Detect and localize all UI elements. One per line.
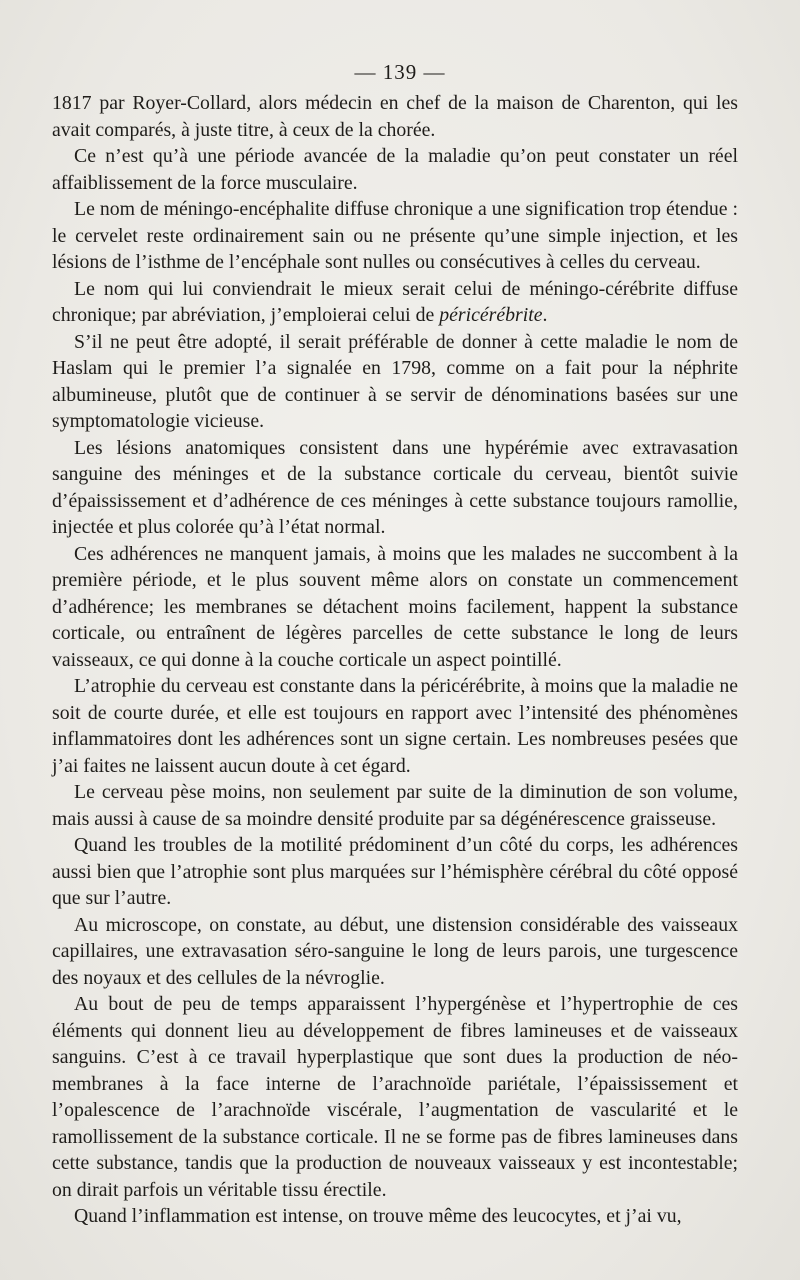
paragraph-text: Le nom qui lui conviendrait le mieux serait celui de méningo-cérébrite diffuse chronique; par abréviation, j’emploierai celui de xyxy=(52,277,738,326)
paragraph-microscope: Au microscope, on constate, au début, une distension considérable des vaisseaux capillaires, une extravasation séro-sanguine le long de leurs parois, une turgescence des noyaux et des cellules de la névroglie. xyxy=(52,913,738,989)
paragraph-muscular-weakness: Ce n’est qu’à une période avancée de la maladie qu’on peut constater un réel affaiblissement de la force musculaire. xyxy=(52,145,738,194)
paragraph-continuation: 1817 par Royer-Collard, alors médecin en chef de la maison de Charenton, qui les avait comparés, à juste titre, à ceux de la chorée. xyxy=(52,92,738,141)
paragraph-inflammation: Quand l’inflammation est intense, on trouve même des leucocytes, et j’ai vu, xyxy=(74,1205,682,1227)
paragraph-text: . xyxy=(542,304,548,326)
paragraph-hypergenesis: Au bout de peu de temps apparaissent l’hypergénèse et l’hypertrophie de ces éléments qui donnent lieu au développement de fibres lamineuses et de vaisseaux sanguins. C’est à ce travail hyperplastique que sont dues la production de néo-membranes à la face interne de l’arachnoïde pariétale, l’épaississement et l’opalescence de l’arachnoïde viscérale, l’augmentation de vascularité et le ramollissement de la substance corticale. Il ne se forme pas de fibres lamineuses dans cette substance, tandis que la production de nouveaux vaisseaux y est incontestable; on dirait parfois un véritable tissu érectile. xyxy=(52,993,738,1201)
paragraph-anatomical-lesions: Les lésions anatomiques consistent dans une hypérémie avec extravasation sanguine des méninges et de la substance corticale du cerveau, bientôt suivie d’épaississement et d’adhérence de ces méninges à cette substance toujours ramollie, injectée et plus colorée qu’à l’état normal. xyxy=(52,436,738,538)
paragraph-haslam: S’il ne peut être adopté, il serait préférable de donner à cette maladie le nom de Haslam qui le premier l’a signalée en 1798, comme on a fait pour la néphrite albumineuse, plutôt que de continuer à se servir de dénominations basées sur une symptomatologie vicieuse. xyxy=(52,330,738,432)
paragraph-motility: Quand les troubles de la motilité prédominent d’un côté du corps, les adhérences aussi bien que l’atrophie sont plus marquées sur l’hémisphère cérébral du côté opposé que sur l’autre. xyxy=(52,834,738,909)
paragraph-pericerebrite-name xyxy=(52,276,738,329)
page-number: — 139 — xyxy=(354,60,446,84)
paragraph-brain-weight: Le cerveau pèse moins, non seulement par suite de la diminution de son volume, mais aussi à cause de sa moindre densité produite par sa dégénérescence graisseuse. xyxy=(52,781,738,830)
paragraph-meningo-encephalitis: Le nom de méningo-encéphalite diffuse chronique a une signification trop étendue : le cervelet reste ordinairement sain ou ne présente qu’une simple injection, et les lésions de l’isthme de l’encéphale sont nulles ou consécutives à celles du cerveau. xyxy=(52,198,738,273)
paragraph-atrophy: L’atrophie du cerveau est constante dans la péricérébrite, à moins que la maladie ne soit de courte durée, et elle est toujours en rapport avec l’intensité des phénomènes inflammatoires dont les adhérences sont un signe certain. Les nombreuses pesées que j’ai faites ne laissent aucun doute à cet égard. xyxy=(52,675,738,777)
body-text xyxy=(52,90,738,1230)
emphasized-term: péricérébrite xyxy=(439,304,543,326)
paragraph-adherences: Ces adhérences ne manquent jamais, à moins que les malades ne succombent à la première période, et le plus souvent même alors on constate un commencement d’adhérence; les membranes se détachent moins facilement, happent la substance corticale, ou entraînent de légères parcelles de cette substance le long de leurs vaisseaux, ce qui donne à la couche corticale un aspect pointillé. xyxy=(52,542,738,671)
